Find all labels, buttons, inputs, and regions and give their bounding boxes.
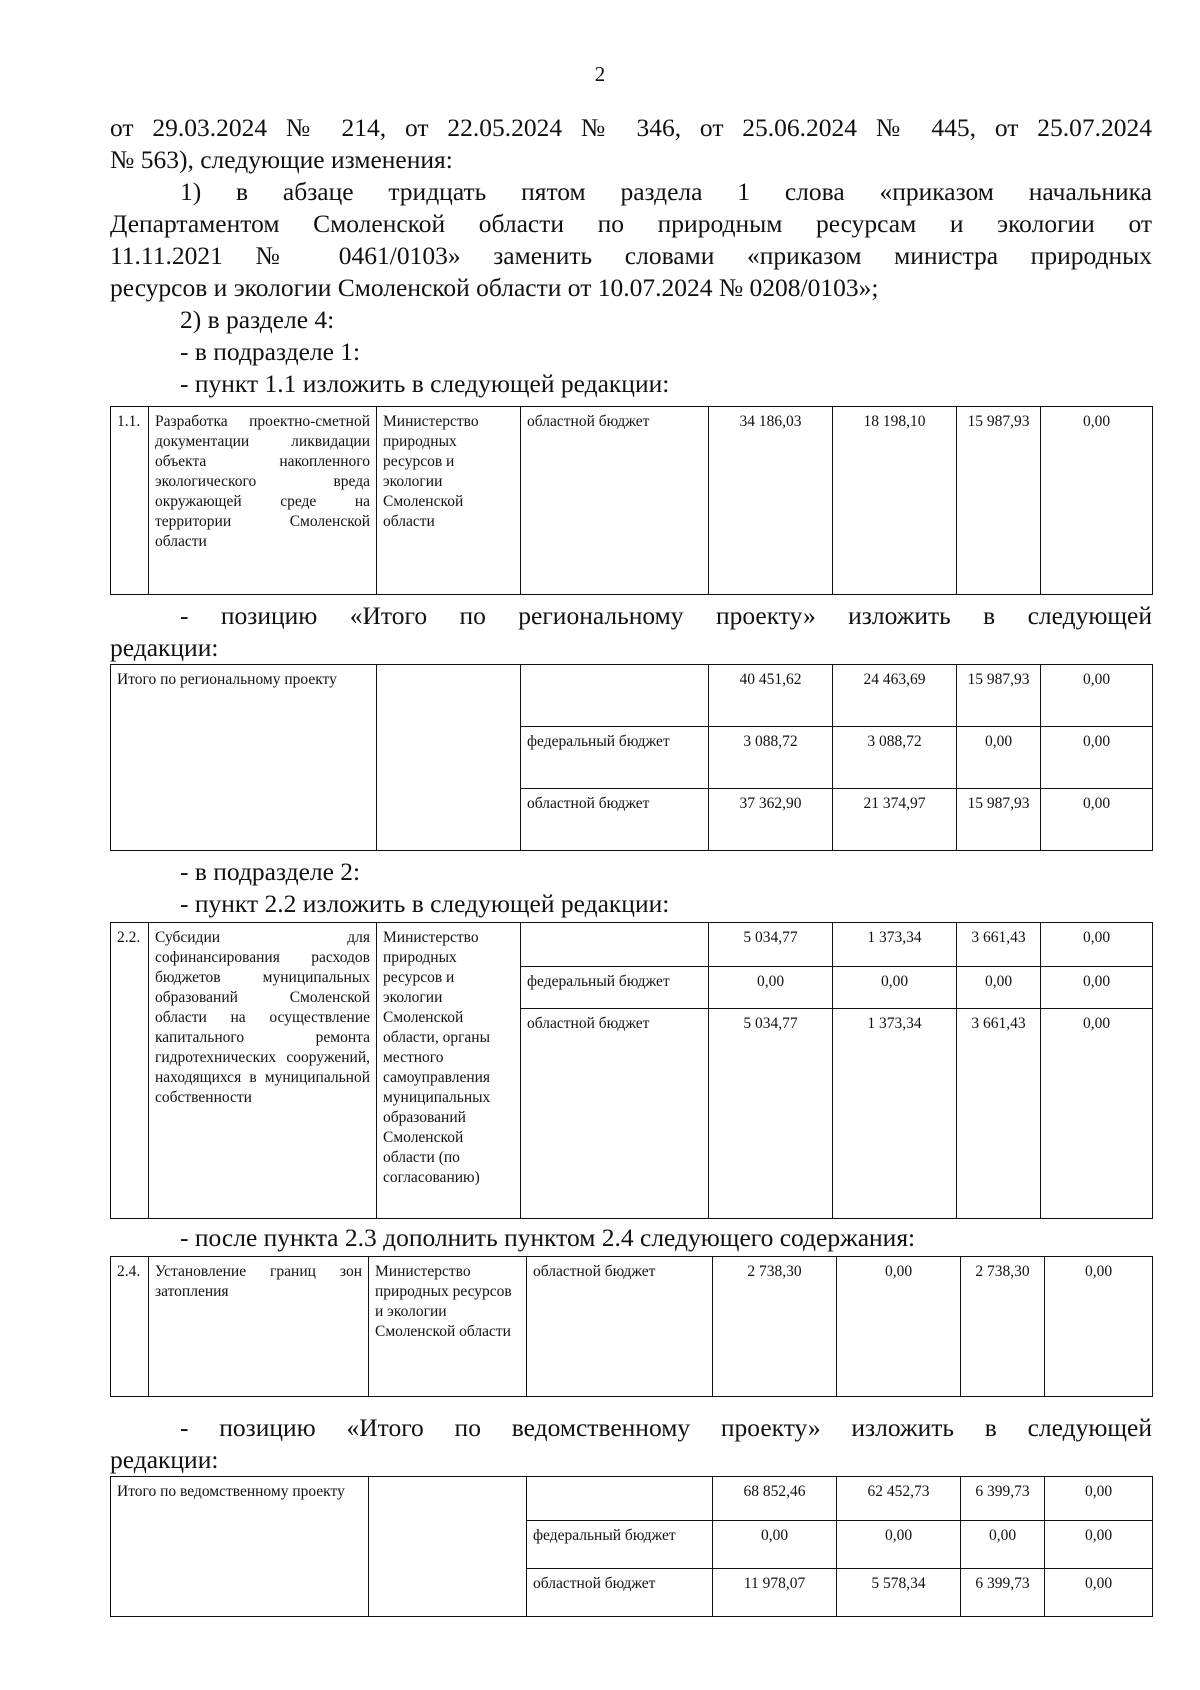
total-value: 3 088,72 [709, 727, 833, 789]
table-point-2-2 [110, 922, 1153, 1219]
executor: Министерство природных ресурсов и экологии Смоленской области, органы местного самоуправления муниципальных образований Смоленской области (по согласованию) [377, 923, 521, 1219]
year1-value: 24 463,69 [833, 665, 957, 727]
row-number: 2.2. [111, 923, 149, 1219]
funding-source [521, 923, 709, 967]
regional-intro-line-2: редакции: [110, 633, 219, 662]
year3-value: 0,00 [1045, 1477, 1153, 1521]
regional-intro-line-1: - позицию «Итого по региональному проекту» изложить в следующей [180, 601, 1152, 630]
table-row [111, 665, 1153, 727]
subsection2-heading: - в подразделе 2: [180, 857, 361, 886]
funding-source [527, 1477, 713, 1521]
year1-value: 21 374,97 [833, 789, 957, 851]
table-regional-total [110, 664, 1153, 851]
year1-value: 1 373,34 [833, 923, 957, 967]
row-number: 2.4. [111, 1257, 149, 1397]
total-value: 11 978,07 [713, 1569, 837, 1617]
measure-name: Субсидии для софинансирования расходов бюджетов муниципальных образований Смоленской области на осуществление капитального ремонта гидротехнических сооружений, находящихся в муниципальной собственности [149, 923, 377, 1219]
point-2-4-intro: - после пункта 2.3 дополнить пунктом 2.4 следующего содержания: [180, 1223, 916, 1252]
year3-value: 0,00 [1041, 1009, 1153, 1219]
funding-source: областной бюджет [521, 1009, 709, 1219]
table-row [111, 407, 1153, 595]
funding-source: федеральный бюджет [527, 1521, 713, 1569]
page-number: 2 [594, 62, 606, 86]
funding-source: областной бюджет [521, 407, 709, 595]
funding-source: федеральный бюджет [521, 727, 709, 789]
year1-value: 3 088,72 [833, 727, 957, 789]
table-row [111, 923, 1153, 967]
row-number: 1.1. [111, 407, 149, 595]
funding-source: областной бюджет [527, 1569, 713, 1617]
year2-value: 6 399,73 [961, 1569, 1045, 1617]
measure-name: Установление границ зон затопления [149, 1257, 369, 1397]
executor-empty [369, 1477, 527, 1617]
departmental-intro-line-1: - позицию «Итого по ведомственному проекту» изложить в следующей [180, 1413, 1152, 1442]
total-value: 40 451,62 [709, 665, 833, 727]
year1-value: 0,00 [833, 967, 957, 1009]
point-1-1-intro: - пункт 1.1 изложить в следующей редакции: [180, 369, 670, 398]
year3-value: 0,00 [1041, 665, 1153, 727]
table-point-1-1 [110, 406, 1153, 595]
departmental-intro-line-2: редакции: [110, 1445, 219, 1474]
total-value: 0,00 [713, 1521, 837, 1569]
year2-value: 2 738,30 [961, 1257, 1045, 1397]
table-departmental-total [110, 1476, 1153, 1617]
year2-value: 15 987,93 [957, 407, 1041, 595]
funding-source [521, 665, 709, 727]
year1-value: 18 198,10 [833, 407, 957, 595]
total-value: 37 362,90 [709, 789, 833, 851]
total-value: 68 852,46 [713, 1477, 837, 1521]
item1-line-4: ресурсов и экологии Смоленской области от 10.07.2024 № 0208/0103»; [110, 273, 879, 302]
year3-value: 0,00 [1045, 1521, 1153, 1569]
year1-value: 0,00 [837, 1257, 961, 1397]
total-label: Итого по региональному проекту [111, 665, 377, 851]
total-value: 2 738,30 [713, 1257, 837, 1397]
year2-value: 0,00 [957, 727, 1041, 789]
funding-source: областной бюджет [527, 1257, 713, 1397]
year2-value: 3 661,43 [957, 923, 1041, 967]
year1-value: 1 373,34 [833, 1009, 957, 1219]
table-point-2-4 [110, 1256, 1153, 1397]
year3-value: 0,00 [1045, 1257, 1153, 1397]
total-value: 5 034,77 [709, 1009, 833, 1219]
year1-value: 5 578,34 [837, 1569, 961, 1617]
year2-value: 15 987,93 [957, 665, 1041, 727]
intro-line-1: от 29.03.2024 № 214, от 22.05.2024 № 346, от 25.06.2024 № 445, от 25.07.2024 [110, 113, 1152, 142]
year1-value: 62 452,73 [837, 1477, 961, 1521]
executor-empty [377, 665, 521, 851]
executor: Министерство природных ресурсов и экологии Смоленской области [377, 407, 521, 595]
total-label: Итого по ведомственному проекту [111, 1477, 369, 1617]
year2-value: 0,00 [957, 967, 1041, 1009]
year2-value: 3 661,43 [957, 1009, 1041, 1219]
total-value: 34 186,03 [709, 407, 833, 595]
year3-value: 0,00 [1041, 727, 1153, 789]
year2-value: 15 987,93 [957, 789, 1041, 851]
year3-value: 0,00 [1041, 967, 1153, 1009]
table-row [111, 1477, 1153, 1521]
table-row [111, 1257, 1153, 1397]
item1-line-3: 11.11.2021 № 0461/0103» заменить словами «приказом министра природных [110, 241, 1152, 270]
total-value: 0,00 [709, 967, 833, 1009]
measure-name: Разработка проектно-сметной документации ликвидации объекта накопленного экологического вреда окружающей среде на территории Смоленской области [149, 407, 377, 595]
year3-value: 0,00 [1041, 407, 1153, 595]
year3-value: 0,00 [1041, 923, 1153, 967]
intro-line-2: № 563), следующие изменения: [110, 145, 453, 174]
year3-value: 0,00 [1041, 789, 1153, 851]
executor: Министерство природных ресурсов и экологии Смоленской области [369, 1257, 527, 1397]
year2-value: 0,00 [961, 1521, 1045, 1569]
year2-value: 6 399,73 [961, 1477, 1045, 1521]
funding-source: областной бюджет [521, 789, 709, 851]
item2-heading: 2) в разделе 4: [180, 305, 335, 334]
item1-line-2: Департаментом Смоленской области по природным ресурсам и экологии от [110, 209, 1152, 238]
year3-value: 0,00 [1045, 1569, 1153, 1617]
item1-line-1: 1) в абзаце тридцать пятом раздела 1 слова «приказом начальника [180, 177, 1152, 206]
year1-value: 0,00 [837, 1521, 961, 1569]
point-2-2-intro: - пункт 2.2 изложить в следующей редакции: [180, 889, 670, 918]
total-value: 5 034,77 [709, 923, 833, 967]
subsection1-heading: - в подразделе 1: [180, 337, 361, 366]
funding-source: федеральный бюджет [521, 967, 709, 1009]
